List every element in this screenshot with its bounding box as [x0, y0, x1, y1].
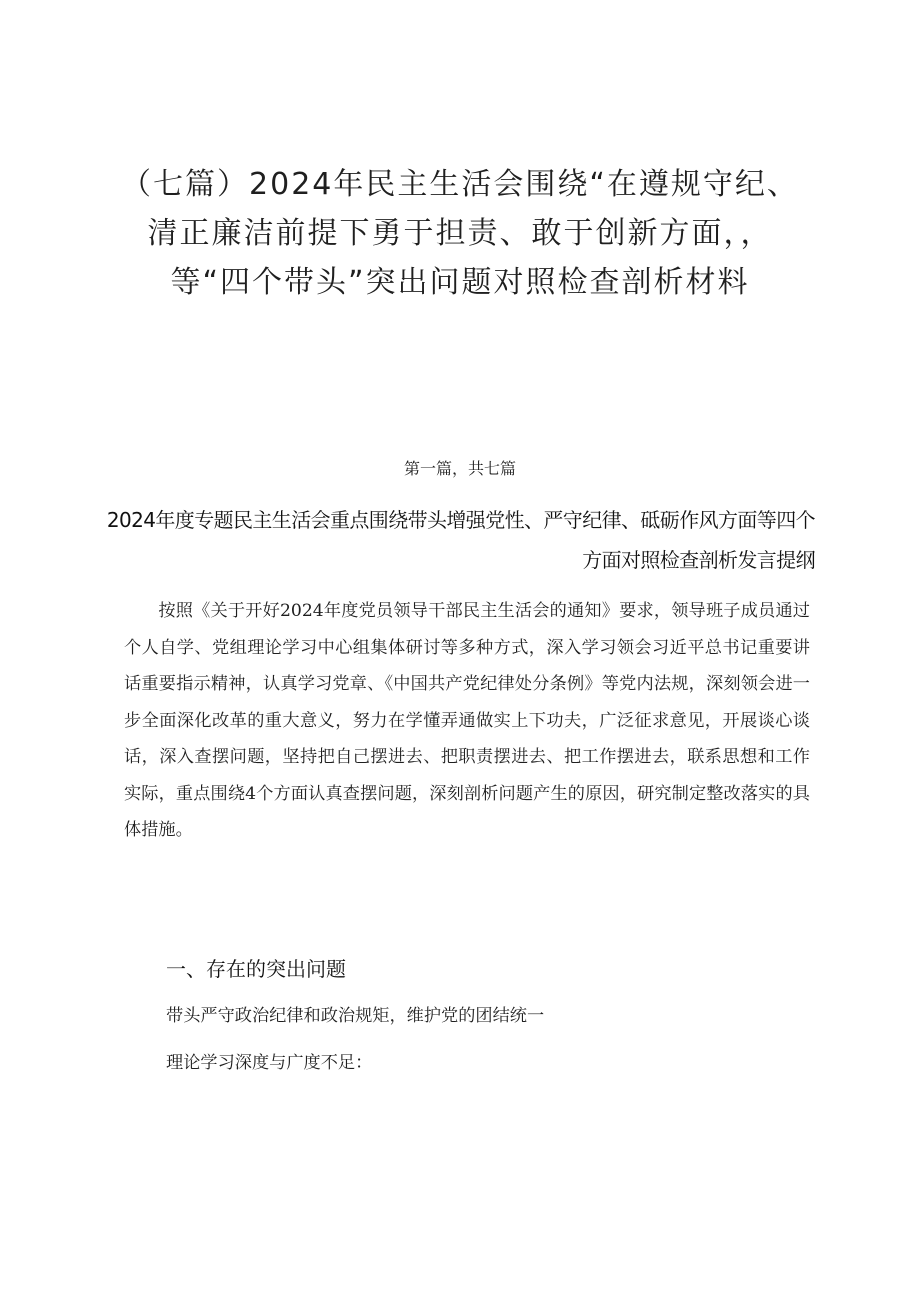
document-title: （七篇）2024年民主生活会围绕“在遵规守纪、清正廉洁前提下勇于担责、敢于创新方面，，等“四个带头”突出问题对照检查剖析材料 — [121, 167, 799, 300]
item-line: 带头严守政治纪律和政治规矩，维护党的团结统一 — [166, 1006, 545, 1026]
section-label: 第一篇，共七篇 — [403, 459, 516, 478]
part-one-heading: 一、存在的突出问题 — [166, 957, 346, 981]
item-line: 理论学习深度与广度不足： — [166, 1053, 373, 1073]
section-heading: 2024年度专题民主生活会重点围绕带头增强党性、严守纪律、砥砺作风方面等四个方面对照检查剖析发言提纲 — [106, 508, 815, 572]
intro-paragraph: 按照《关于开好2024年度党员领导干部民主生活会的通知》要求，领导班子成员通过个人自学、党组理论学习中心组集体研讨等多种方式，深入学习领会习近平总书记重要讲话重要指示精神，认真学习党章、《中国共产党纪律处分条例》等党内法规，深刻领会进一步全面深化改革的重大意义，努力在学懂弄通做实上下功夫，广泛征求意见，开展谈心谈话，深入查摆问题，坚持把自己摆进去、把职责摆进去、把工作摆进去，联系思想和工作实际，重点围绕4个方面认真查摆问题，深刻剖析问题产生的原因，研究制定整改落实的具体措施。 — [124, 601, 810, 840]
